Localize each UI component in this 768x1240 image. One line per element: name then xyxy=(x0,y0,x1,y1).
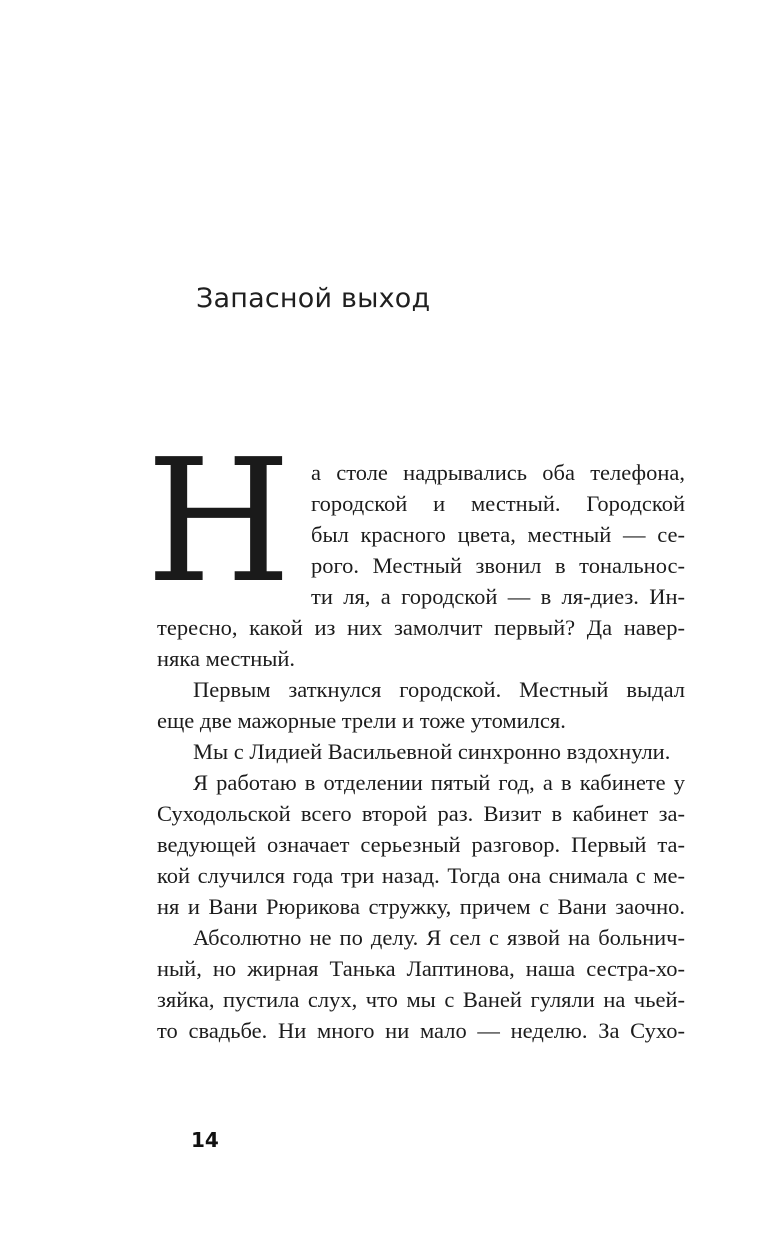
paragraph-end-line: еще две мажорные трели и тоже утомился. xyxy=(157,708,566,733)
text-line: был красного цвета, местный — се- xyxy=(311,522,685,547)
text-line: ти ля, а городской — в ля-диез. Ин- xyxy=(311,584,685,609)
text-line: а столе надрывались оба телефона, xyxy=(311,460,685,485)
page-number: 14 xyxy=(191,1128,219,1152)
text-line: Суходольской всего второй раз. Визит в кабинет за- xyxy=(157,801,685,826)
paragraph-first-line: Абсолютно не по делу. Я сел с язвой на больнич- xyxy=(193,925,685,950)
text-line: городской и местный. Городской xyxy=(311,491,685,516)
text-line: то свадьбе. Ни много ни мало — неделю. За Сухо- xyxy=(157,1018,685,1043)
drop-cap-glyph: Н xyxy=(146,423,292,621)
paragraph-first-line: Первым заткнулся городской. Местный выдал xyxy=(193,677,685,702)
text-line: рого. Местный звонил в тональнос- xyxy=(311,553,685,578)
chapter-title: Запасной выход xyxy=(196,283,431,314)
paragraph-single-line: Мы с Лидией Васильевной синхронно вздохнули. xyxy=(193,739,671,764)
text-line: зяйка, пустила слух, что мы с Ваней гуляли на чьей- xyxy=(157,987,685,1012)
paragraph-first-line: Я работаю в отделении пятый год, а в кабинете у xyxy=(193,770,685,795)
text-line: ведующей означает серьезный разговор. Первый та- xyxy=(157,832,685,857)
text-line: кой случился года три назад. Тогда она снимала с ме- xyxy=(157,863,685,888)
text-line: тересно, какой из них замолчит первый? Да навер- xyxy=(157,615,685,640)
paragraph-end-line: ня и Вани Рюрикова стружку, причем с Вани заочно. xyxy=(157,894,685,919)
paragraph-end-line: няка местный. xyxy=(157,646,296,671)
drop-cap-letter xyxy=(146,423,296,621)
text-line: ный, но жирная Танька Лаптинова, наша сестра-хо- xyxy=(157,956,685,981)
